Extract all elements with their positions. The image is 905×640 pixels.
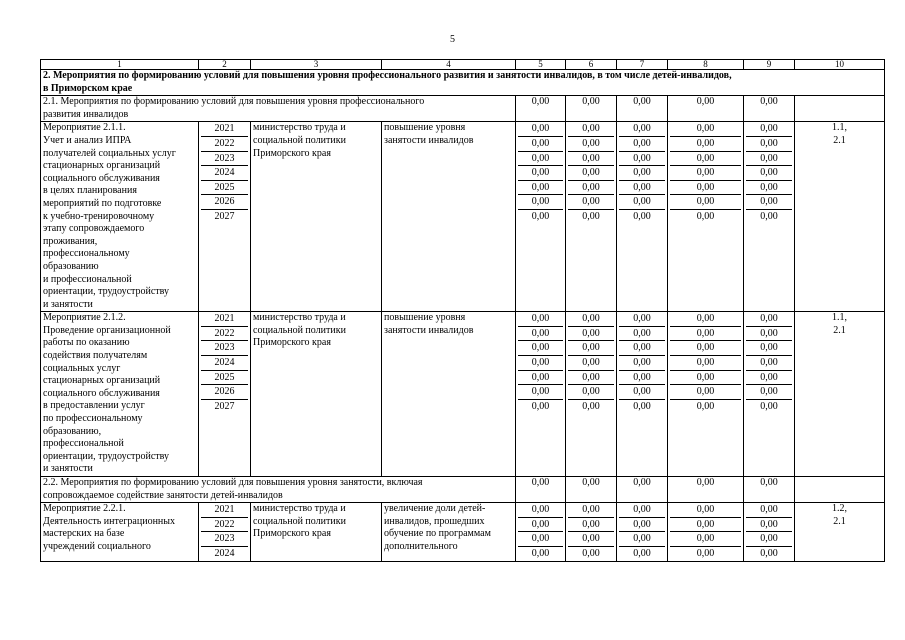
indicator-ref-cell	[795, 122, 885, 312]
measure-name-line: содействия получателям	[43, 350, 148, 362]
measure-name-line: социального обслуживания	[43, 387, 160, 399]
amount-stack	[568, 312, 614, 413]
amount-value: 0,00	[670, 503, 741, 518]
amount-stack	[619, 122, 665, 223]
amount-cell	[566, 122, 617, 312]
amount-value: 0,00	[568, 371, 614, 386]
amount-value: 0,00	[619, 181, 665, 196]
amount-stack	[568, 122, 614, 223]
measure-name-line: учреждений социального	[43, 540, 151, 552]
indicator-cell	[382, 312, 516, 477]
amount-value: 0,00	[670, 532, 741, 547]
amount-value: 0,00	[746, 137, 792, 152]
amount-value: 0,00	[568, 152, 614, 167]
executor-line: социальной политики	[253, 515, 346, 527]
amount-value: 0,00	[518, 166, 563, 181]
amount-stack	[619, 503, 665, 560]
indicator-ref-line: 2.1	[833, 134, 846, 146]
years-stack	[201, 503, 248, 560]
value-cell: 0,00	[668, 96, 744, 122]
amount-value: 0,00	[531, 210, 550, 222]
amount-value: 0,00	[568, 312, 614, 327]
col-header: 10	[795, 60, 885, 70]
subsection-2-2-row	[41, 477, 885, 503]
indicator-line: инвалидов, прошедших	[384, 515, 485, 527]
col-header: 5	[516, 60, 566, 70]
measure-name-line: ориентации, трудоустройству	[43, 450, 170, 462]
executor-line: министерство труда и	[253, 503, 346, 515]
amount-value: 0,00	[518, 503, 563, 518]
measure-name-line: социального обслуживания	[43, 172, 160, 184]
col-header: 3	[251, 60, 382, 70]
indicator-ref-line: 2.1	[833, 515, 846, 527]
year-value: 2021	[201, 312, 248, 327]
amount-value: 0,00	[568, 122, 614, 137]
col-header: 2	[199, 60, 251, 70]
measures-table	[40, 59, 885, 562]
measure-2-1-1-row	[41, 122, 885, 312]
executor-line: министерство труда и	[253, 122, 346, 134]
amount-value: 0,00	[746, 385, 792, 400]
amount-value: 0,00	[746, 341, 792, 356]
year-value: 2023	[201, 532, 248, 547]
amount-value: 0,00	[619, 385, 665, 400]
amount-stack	[518, 312, 563, 413]
value-cell: 0,00	[566, 96, 617, 122]
amount-value: 0,00	[619, 503, 665, 518]
amount-value: 0,00	[619, 152, 665, 167]
years-stack	[201, 122, 248, 223]
indicator-line: повышение уровня	[384, 312, 466, 324]
amount-value: 0,00	[746, 518, 792, 533]
amount-value: 0,00	[619, 356, 665, 371]
value-cell: 0,00	[566, 477, 617, 503]
subsection-2-1-title: 2.1. Мероприятия по формированию условий для повышения уровня профессионального развития инвалидов	[41, 96, 516, 122]
measure-name-line: ориентации, трудоустройству	[43, 286, 170, 298]
measure-name-line: Мероприятие 2.1.2.	[43, 312, 126, 324]
amount-cell	[617, 122, 668, 312]
section-2-title: 2. Мероприятия по формированию условий для повышения уровня профессионального развития и занятости инвалидов, в том числе детей-инвалидов, в Приморском крае	[41, 70, 885, 96]
amount-value: 0,00	[518, 532, 563, 547]
amount-stack	[746, 503, 792, 560]
indicator-line: повышение уровня	[384, 122, 466, 134]
col-header: 4	[382, 60, 516, 70]
year-value: 2021	[201, 122, 248, 137]
amount-value: 0,00	[746, 371, 792, 386]
amount-value: 0,00	[760, 400, 778, 412]
measure-name-line: стационарных организаций	[43, 160, 161, 172]
amount-value: 0,00	[518, 312, 563, 327]
amount-value: 0,00	[568, 166, 614, 181]
amount-cell	[744, 503, 795, 561]
years-stack	[201, 312, 248, 413]
value-cell: 0,00	[668, 477, 744, 503]
amount-value: 0,00	[746, 503, 792, 518]
page-number: 5	[450, 34, 455, 45]
amount-value: 0,00	[746, 532, 792, 547]
year-value: 2024	[201, 356, 248, 371]
amount-value: 0,00	[696, 210, 715, 222]
years-cell	[199, 312, 251, 477]
amount-value: 0,00	[619, 532, 665, 547]
amount-value: 0,00	[670, 312, 741, 327]
amount-value: 0,00	[518, 341, 563, 356]
measure-name-line: Мероприятие 2.2.1.	[43, 503, 126, 515]
indicator-ref-cell	[795, 503, 885, 561]
amount-value: 0,00	[696, 547, 715, 559]
amount-cell	[668, 312, 744, 477]
amount-stack	[619, 312, 665, 413]
indicator-line: увеличение доли детей-	[384, 503, 486, 515]
measure-name-line: образованию	[43, 260, 99, 272]
measure-name-line: стационарных организаций	[43, 375, 161, 387]
amount-value: 0,00	[518, 518, 563, 533]
measure-name-line: к учебно-тренировочному	[43, 210, 155, 222]
year-value: 2022	[201, 327, 248, 342]
year-value: 2024	[201, 166, 248, 181]
year-value: 2025	[201, 181, 248, 196]
amount-value: 0,00	[518, 356, 563, 371]
measure-name-line: получателей социальных услуг	[43, 147, 176, 159]
year-value: 2023	[201, 152, 248, 167]
amount-value: 0,00	[518, 137, 563, 152]
indicator-ref-cell	[795, 312, 885, 477]
amount-stack	[670, 312, 741, 413]
amount-cell	[516, 312, 566, 477]
amount-value: 0,00	[670, 371, 741, 386]
years-cell	[199, 122, 251, 312]
amount-value: 0,00	[531, 547, 550, 559]
executor-cell	[251, 122, 382, 312]
amount-stack	[670, 122, 741, 223]
year-value: 2027	[214, 400, 235, 412]
indicator-cell	[382, 122, 516, 312]
measure-name-line: проживания,	[43, 235, 98, 247]
value-cell: 0,00	[516, 477, 566, 503]
amount-stack	[670, 503, 741, 560]
amount-value: 0,00	[670, 341, 741, 356]
year-value: 2024	[214, 547, 235, 559]
column-number-row	[41, 60, 885, 70]
subsection-2-2-title: 2.2. Мероприятия по формированию условий для повышения уровня занятости, включая сопровождаемое содействие занятости детей-инвалидов	[41, 477, 516, 503]
indicator-ref-line: 1.1,	[832, 122, 847, 134]
amount-value: 0,00	[619, 341, 665, 356]
amount-value: 0,00	[760, 547, 778, 559]
value-cell: 0,00	[617, 477, 668, 503]
executor-line: Приморского края	[253, 528, 331, 540]
amount-cell	[617, 312, 668, 477]
amount-value: 0,00	[619, 327, 665, 342]
amount-value: 0,00	[619, 195, 665, 210]
amount-value: 0,00	[746, 356, 792, 371]
amount-value: 0,00	[568, 532, 614, 547]
subsection-2-1-row	[41, 96, 885, 122]
year-value: 2021	[201, 503, 248, 518]
amount-value: 0,00	[670, 385, 741, 400]
executor-cell	[251, 312, 382, 477]
amount-value: 0,00	[568, 341, 614, 356]
amount-value: 0,00	[696, 400, 715, 412]
executor-line: Приморского края	[253, 337, 331, 349]
measure-name-line: Мероприятие 2.1.1.	[43, 122, 126, 134]
col-header: 9	[744, 60, 795, 70]
amount-value: 0,00	[582, 400, 600, 412]
indicator-ref-line: 1.2,	[832, 503, 847, 515]
col-header: 1	[41, 60, 199, 70]
amount-value: 0,00	[746, 181, 792, 196]
measure-name-line: профессиональному	[43, 248, 130, 260]
executor-cell	[251, 503, 382, 561]
measure-name-line: профессиональной	[43, 438, 124, 450]
amount-value: 0,00	[568, 195, 614, 210]
measure-name	[41, 503, 199, 561]
measure-name-line: мастерских на базе	[43, 528, 125, 540]
amount-value: 0,00	[582, 210, 600, 222]
amount-stack	[518, 503, 563, 560]
amount-value: 0,00	[670, 166, 741, 181]
amount-cell	[668, 122, 744, 312]
measure-name-line: в целях планирования	[43, 185, 137, 197]
amount-value: 0,00	[633, 210, 651, 222]
measure-name-line: образованию,	[43, 425, 102, 437]
value-cell: 0,00	[744, 96, 795, 122]
indicator-ref-line: 2.1	[833, 324, 846, 336]
amount-cell	[516, 122, 566, 312]
amount-cell	[566, 503, 617, 561]
indicator-line: дополнительного	[384, 540, 458, 552]
indicator-line: занятости инвалидов	[384, 134, 474, 146]
amount-value: 0,00	[746, 327, 792, 342]
amount-value: 0,00	[633, 400, 651, 412]
amount-value: 0,00	[619, 122, 665, 137]
amount-value: 0,00	[670, 195, 741, 210]
measure-name-line: мероприятий по подготовке	[43, 197, 162, 209]
measure-name-line: в предоставлении услуг	[43, 400, 145, 412]
amount-value: 0,00	[746, 122, 792, 137]
executor-line: Приморского края	[253, 147, 331, 159]
amount-cell	[516, 503, 566, 561]
amount-value: 0,00	[670, 152, 741, 167]
amount-value: 0,00	[582, 547, 600, 559]
amount-value: 0,00	[670, 122, 741, 137]
indicator-ref-line: 1.1,	[832, 312, 847, 324]
amount-value: 0,00	[746, 195, 792, 210]
amount-value: 0,00	[518, 181, 563, 196]
indicator-line: обучение по программам	[384, 528, 491, 540]
year-value: 2022	[201, 518, 248, 533]
executor-line: социальной политики	[253, 134, 346, 146]
amount-value: 0,00	[746, 312, 792, 327]
executor-line: социальной политики	[253, 324, 346, 336]
amount-value: 0,00	[518, 371, 563, 386]
amount-value: 0,00	[670, 137, 741, 152]
amount-stack	[568, 503, 614, 560]
amount-value: 0,00	[760, 210, 778, 222]
amount-cell	[668, 503, 744, 561]
amount-value: 0,00	[670, 181, 741, 196]
amount-cell	[744, 122, 795, 312]
measure-name	[41, 312, 199, 477]
years-cell	[199, 503, 251, 561]
amount-value: 0,00	[568, 356, 614, 371]
measure-2-2-1-row	[41, 503, 885, 561]
amount-value: 0,00	[518, 122, 563, 137]
measure-name-line: по профессиональному	[43, 413, 143, 425]
measure-name-line: этапу сопровождаемого	[43, 223, 145, 235]
amount-value: 0,00	[633, 547, 651, 559]
amount-value: 0,00	[670, 518, 741, 533]
amount-value: 0,00	[568, 137, 614, 152]
amount-value: 0,00	[518, 327, 563, 342]
amount-stack	[518, 122, 563, 223]
amount-value: 0,00	[568, 385, 614, 400]
amount-cell	[744, 312, 795, 477]
year-value: 2026	[201, 195, 248, 210]
value-cell: 0,00	[744, 477, 795, 503]
amount-value: 0,00	[746, 152, 792, 167]
amount-value: 0,00	[518, 152, 563, 167]
amount-stack	[746, 122, 792, 223]
amount-value: 0,00	[531, 400, 550, 412]
amount-stack	[746, 312, 792, 413]
amount-value: 0,00	[568, 518, 614, 533]
amount-value: 0,00	[568, 181, 614, 196]
measure-name-line: Учет и анализ ИПРА	[43, 134, 132, 146]
measure-2-1-2-row	[41, 312, 885, 477]
amount-cell	[566, 312, 617, 477]
measure-name	[41, 122, 199, 312]
year-value: 2027	[214, 210, 235, 222]
amount-value: 0,00	[746, 166, 792, 181]
col-header: 7	[617, 60, 668, 70]
amount-value: 0,00	[518, 195, 563, 210]
measure-name-line: Деятельность интеграционных	[43, 515, 175, 527]
col-header: 6	[566, 60, 617, 70]
value-cell: 0,00	[617, 96, 668, 122]
measure-name-line: и занятости	[43, 463, 93, 475]
amount-cell	[617, 503, 668, 561]
amount-value: 0,00	[568, 327, 614, 342]
amount-value: 0,00	[568, 503, 614, 518]
indicator-line: занятости инвалидов	[384, 324, 474, 336]
col-header: 8	[668, 60, 744, 70]
measure-name-line: и занятости	[43, 298, 93, 310]
measure-name-line: социальных услуг	[43, 362, 121, 374]
amount-value: 0,00	[619, 518, 665, 533]
amount-value: 0,00	[619, 312, 665, 327]
measure-name-line: и профессиональной	[43, 273, 132, 285]
amount-value: 0,00	[670, 327, 741, 342]
year-value: 2025	[201, 371, 248, 386]
year-value: 2022	[201, 137, 248, 152]
value-cell: 0,00	[516, 96, 566, 122]
amount-value: 0,00	[619, 371, 665, 386]
measure-name-line: работы по оказанию	[43, 337, 130, 349]
indicator-cell	[382, 503, 516, 561]
year-value: 2026	[201, 385, 248, 400]
amount-value: 0,00	[619, 166, 665, 181]
executor-line: министерство труда и	[253, 312, 346, 324]
amount-value: 0,00	[518, 385, 563, 400]
amount-value: 0,00	[619, 137, 665, 152]
measure-name-line: Проведение организационной	[43, 324, 171, 336]
section-2-row	[41, 70, 885, 96]
amount-value: 0,00	[670, 356, 741, 371]
year-value: 2023	[201, 341, 248, 356]
